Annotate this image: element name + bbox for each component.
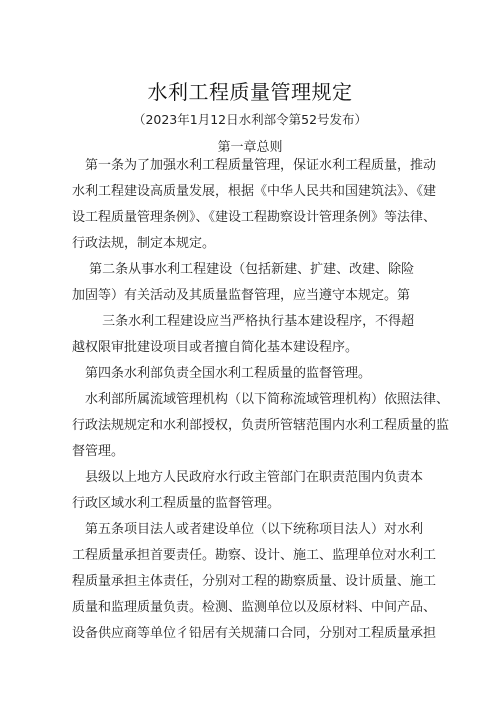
body-line: 质量和监理质量负责。检测、监测单位以及原材料、中间产品、 xyxy=(72,600,437,615)
body-line: 第四条水利部负责全国水利工程质量的监督管理。 xyxy=(72,366,372,381)
body-line: 水利部所属流域管理机构（以下简称流域管理机构）依照法律、 xyxy=(72,392,450,407)
body-line: 加固等）有关活动及其质量监督管理，应当遵守本规定。第 xyxy=(72,288,411,303)
body-line: 程质量承担主体责任，分别对工程的勘察质量、设计质量、施工 xyxy=(72,574,437,589)
body-line: 第五条项目法人或者建设单位（以下统称项目法人）对水利 xyxy=(72,522,424,537)
document-title: 水利工程质量管理规定 xyxy=(147,80,353,104)
body-line: 三条水利工程建设应当严格执行基本建设程序，不得超 xyxy=(72,314,415,329)
body-line: 越权限审批建设项目或者擅自简化基本建设程序。 xyxy=(72,340,359,355)
body-line: 第一条为了加强水利工程质量管理，保证水利工程质量，推动 xyxy=(72,158,437,173)
body-line: 督管理。 xyxy=(72,444,125,459)
body-line: 行政法规规定和水利部授权，负责所管辖范围内水利工程质量的监 xyxy=(72,418,450,433)
document-subtitle: （2023年1月12日水利部令第52号发布） xyxy=(132,112,368,127)
body-line: 第二条从事水利工程建设（包括新建、扩建、改建、除险 xyxy=(72,262,415,277)
body-line: 设备供应商等单位彳铅居有关规蒲口合同，分别对工程质量承担 xyxy=(72,626,437,641)
body-line: 行政法规，制定本规定。 xyxy=(72,236,216,251)
body-line: 水利工程建设高质量发展，根据《中华人民共和国建筑法》、《建 xyxy=(72,184,437,199)
body-line: 行政区域水利工程质量的监督管理。 xyxy=(72,496,281,511)
body-line: 工程质量承担首要责任。勘察、设计、施工、监理单位对水利工 xyxy=(72,548,437,563)
body-line: 县级以上地方人民政府水行政主管部门在职责范围内负责本 xyxy=(72,470,424,485)
body-line: 设工程质量管理条例》、《建设工程勘察设计管理条例》等法律、 xyxy=(72,210,437,225)
chapter-heading: 第一章总则 xyxy=(217,140,283,155)
